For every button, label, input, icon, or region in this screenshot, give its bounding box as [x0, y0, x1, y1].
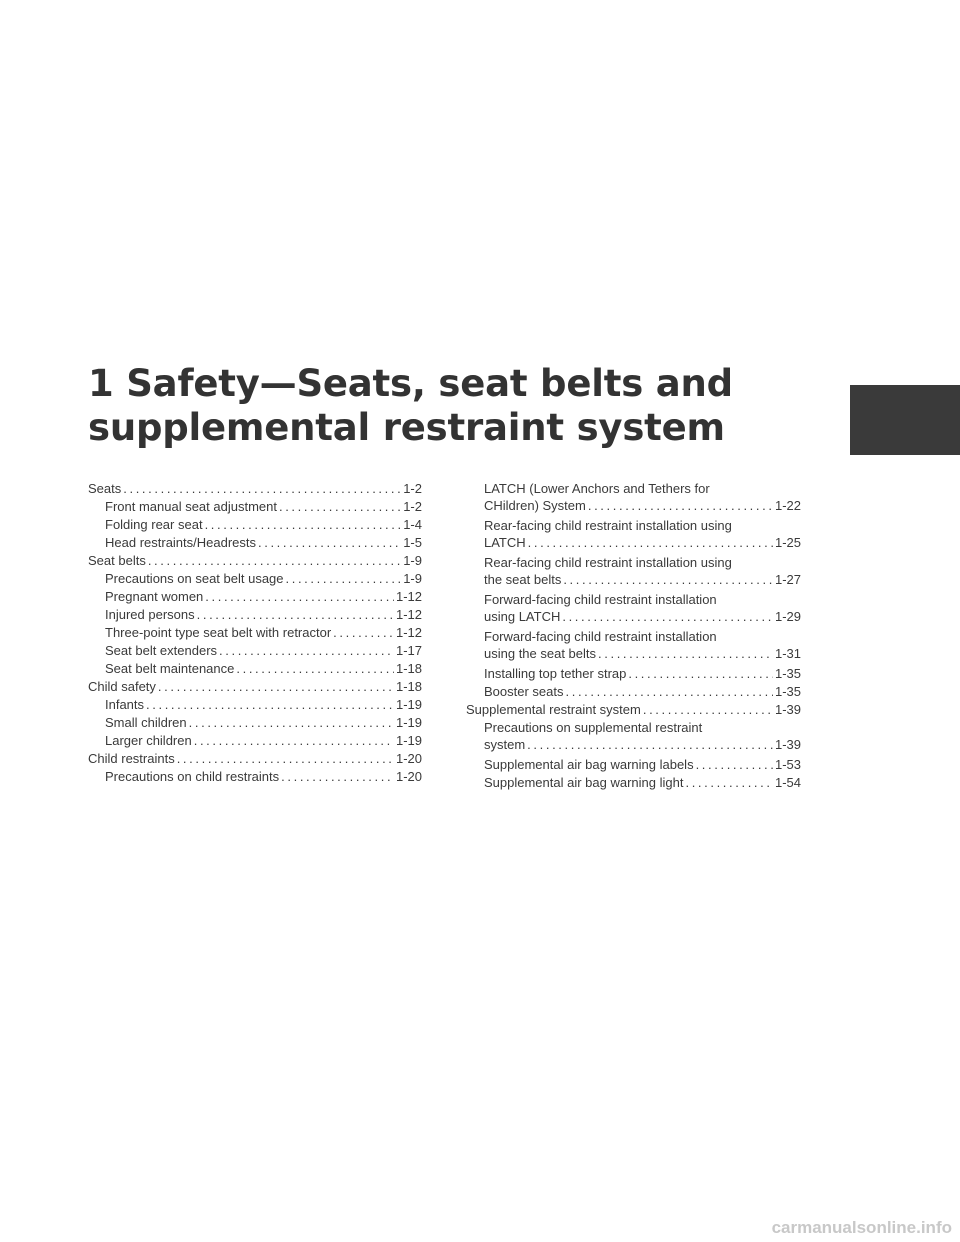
toc-entry-seat-belt-maintenance[interactable] [88, 660, 422, 678]
toc-page: 1-35 [774, 684, 801, 699]
toc-page: 1-35 [774, 666, 801, 681]
toc-entry-head-restraints[interactable] [88, 534, 422, 552]
toc-label-line: Precautions on supplemental restraint [484, 720, 703, 735]
toc-label: Front manual seat adjustment [105, 499, 277, 514]
toc-entry-injured-persons[interactable] [88, 606, 422, 624]
toc-label: Larger children [105, 733, 192, 748]
toc-label: Seats [88, 481, 122, 496]
toc-leader [281, 768, 394, 786]
toc-leader [628, 665, 773, 683]
toc-label: Seat belt extenders [105, 643, 218, 658]
toc-page: 1-31 [774, 646, 801, 661]
toc-entry-child-restraints[interactable] [88, 750, 422, 768]
toc-entry-larger-children[interactable] [88, 732, 422, 750]
toc-page: 1-12 [395, 625, 422, 640]
toc-page: 1-2 [403, 481, 422, 496]
toc-leader [333, 624, 394, 642]
toc-label: Injured persons [105, 607, 195, 622]
toc-entry-latch-system[interactable] [467, 480, 801, 515]
toc-page: 1-2 [403, 499, 422, 514]
toc-page: 1-12 [395, 607, 422, 622]
toc-label-line: LATCH (Lower Anchors and Tethers for [484, 481, 710, 496]
toc-entry-seats[interactable] [88, 480, 422, 498]
toc-leader [685, 774, 773, 792]
toc-entry-forward-facing-seat-belts[interactable] [467, 628, 801, 663]
toc-entry-precautions-child-restraints[interactable] [88, 768, 422, 786]
toc-label: Folding rear seat [105, 517, 203, 532]
toc-leader [189, 714, 394, 732]
chapter-title-line-1: 1 Safety—Seats, seat belts and [88, 362, 733, 405]
toc-page: 1-39 [774, 702, 801, 717]
chapter-title-line-2: supplemental restraint system [88, 406, 725, 449]
toc-page: 1-17 [395, 643, 422, 658]
toc-leader [148, 552, 401, 570]
toc-label: Head restraints/Headrests [105, 535, 257, 550]
toc-entry-booster-seats[interactable] [467, 683, 801, 701]
toc-entry-front-manual-seat-adjustment[interactable] [88, 498, 422, 516]
toc-leader [177, 750, 394, 768]
toc-label: Supplemental air bag warning labels [484, 757, 694, 772]
toc-column-right [467, 480, 801, 792]
toc-leader [286, 570, 402, 588]
toc-leader [643, 701, 773, 719]
toc-label: Precautions on seat belt usage [105, 571, 284, 586]
toc-label: system [484, 737, 526, 752]
toc-label: using LATCH [484, 609, 561, 624]
toc-page: 1-54 [774, 775, 801, 790]
toc-page: 1-19 [395, 715, 422, 730]
toc-leader [236, 660, 394, 678]
toc-leader [696, 756, 773, 774]
toc-entry-folding-rear-seat[interactable] [88, 516, 422, 534]
toc-entry-precautions-supplemental-restraint[interactable] [467, 719, 801, 754]
toc-leader [528, 534, 773, 552]
toc-label-line: Forward-facing child restraint installation [484, 592, 717, 607]
toc-label: Seat belts [88, 553, 146, 568]
toc-label: Installing top tether strap [484, 666, 627, 681]
toc-leader [194, 732, 394, 750]
toc-leader [563, 571, 773, 589]
toc-page: 1-53 [774, 757, 801, 772]
toc-page: 1-20 [395, 769, 422, 784]
toc-page: 1-25 [774, 535, 801, 550]
toc-page: 1-18 [395, 661, 422, 676]
toc-leader [197, 606, 394, 624]
toc-entry-rear-facing-seat-belts[interactable] [467, 554, 801, 589]
toc-entry-infants[interactable] [88, 696, 422, 714]
toc-leader [258, 534, 401, 552]
chapter-title [88, 362, 733, 450]
toc-entry-forward-facing-latch[interactable] [467, 591, 801, 626]
toc-label: Booster seats [484, 684, 564, 699]
toc-label: the seat belts [484, 572, 562, 587]
toc-label: Small children [105, 715, 187, 730]
toc-leader [219, 642, 394, 660]
toc-page: 1-29 [774, 609, 801, 624]
toc-label: CHildren) System [484, 498, 586, 513]
toc-entry-child-safety[interactable] [88, 678, 422, 696]
toc-entry-seat-belts[interactable] [88, 552, 422, 570]
toc-page: 1-9 [403, 571, 422, 586]
toc-entry-pregnant-women[interactable] [88, 588, 422, 606]
toc-leader [527, 736, 773, 754]
toc-label: Supplemental restraint system [466, 702, 641, 717]
toc-label: Precautions on child restraints [105, 769, 280, 784]
toc-entry-seat-belt-extenders[interactable] [88, 642, 422, 660]
toc-page: 1-19 [395, 733, 422, 748]
toc-page: 1-18 [395, 679, 422, 694]
toc-label: Pregnant women [105, 589, 204, 604]
toc-label: Three-point type seat belt with retractor [105, 625, 332, 640]
toc-label: using the seat belts [484, 646, 597, 661]
toc-entry-small-children[interactable] [88, 714, 422, 732]
toc-leader [279, 498, 401, 516]
toc-label: Child restraints [88, 751, 175, 766]
toc-label: Infants [105, 697, 145, 712]
toc-page: 1-22 [774, 498, 801, 513]
toc-page: 1-39 [774, 737, 801, 752]
toc-leader [146, 696, 394, 714]
toc-leader [123, 480, 401, 498]
toc-label: LATCH [484, 535, 526, 550]
toc-page: 1-12 [395, 589, 422, 604]
toc-label: Child safety [88, 679, 156, 694]
toc-page: 1-19 [395, 697, 422, 712]
toc-column-left [88, 480, 422, 786]
toc-leader [562, 608, 773, 626]
toc-label: Seat belt maintenance [105, 661, 235, 676]
toc-entry-top-tether-strap[interactable] [467, 665, 801, 683]
toc-entry-air-bag-warning-labels[interactable] [467, 756, 801, 774]
toc-page: 1-9 [403, 553, 422, 568]
toc-leader [158, 678, 394, 696]
toc-label-line: Forward-facing child restraint installation [484, 629, 717, 644]
toc-label: Supplemental air bag warning light [484, 775, 684, 790]
toc-entry-precautions-seat-belt-usage[interactable] [88, 570, 422, 588]
toc-label-line: Rear-facing child restraint installation using [484, 518, 732, 533]
toc-leader [588, 497, 773, 515]
toc-entry-air-bag-warning-light[interactable] [467, 774, 801, 792]
toc-page: 1-4 [403, 517, 422, 532]
toc-page: 1-27 [774, 572, 801, 587]
toc-leader [205, 588, 394, 606]
toc-page: 1-20 [395, 751, 422, 766]
chapter-tab-marker [850, 385, 960, 455]
toc-entry-supplemental-restraint-system[interactable] [466, 701, 801, 719]
toc-leader [205, 516, 402, 534]
toc-page: 1-5 [403, 535, 422, 550]
toc-label-line: Rear-facing child restraint installation using [484, 555, 732, 570]
toc-leader [566, 683, 773, 701]
toc-leader [598, 645, 773, 663]
toc-entry-rear-facing-latch[interactable] [467, 517, 801, 552]
toc-entry-three-point-seat-belt[interactable] [88, 624, 422, 642]
watermark-text: carmanualsonline.info [771, 1218, 952, 1237]
